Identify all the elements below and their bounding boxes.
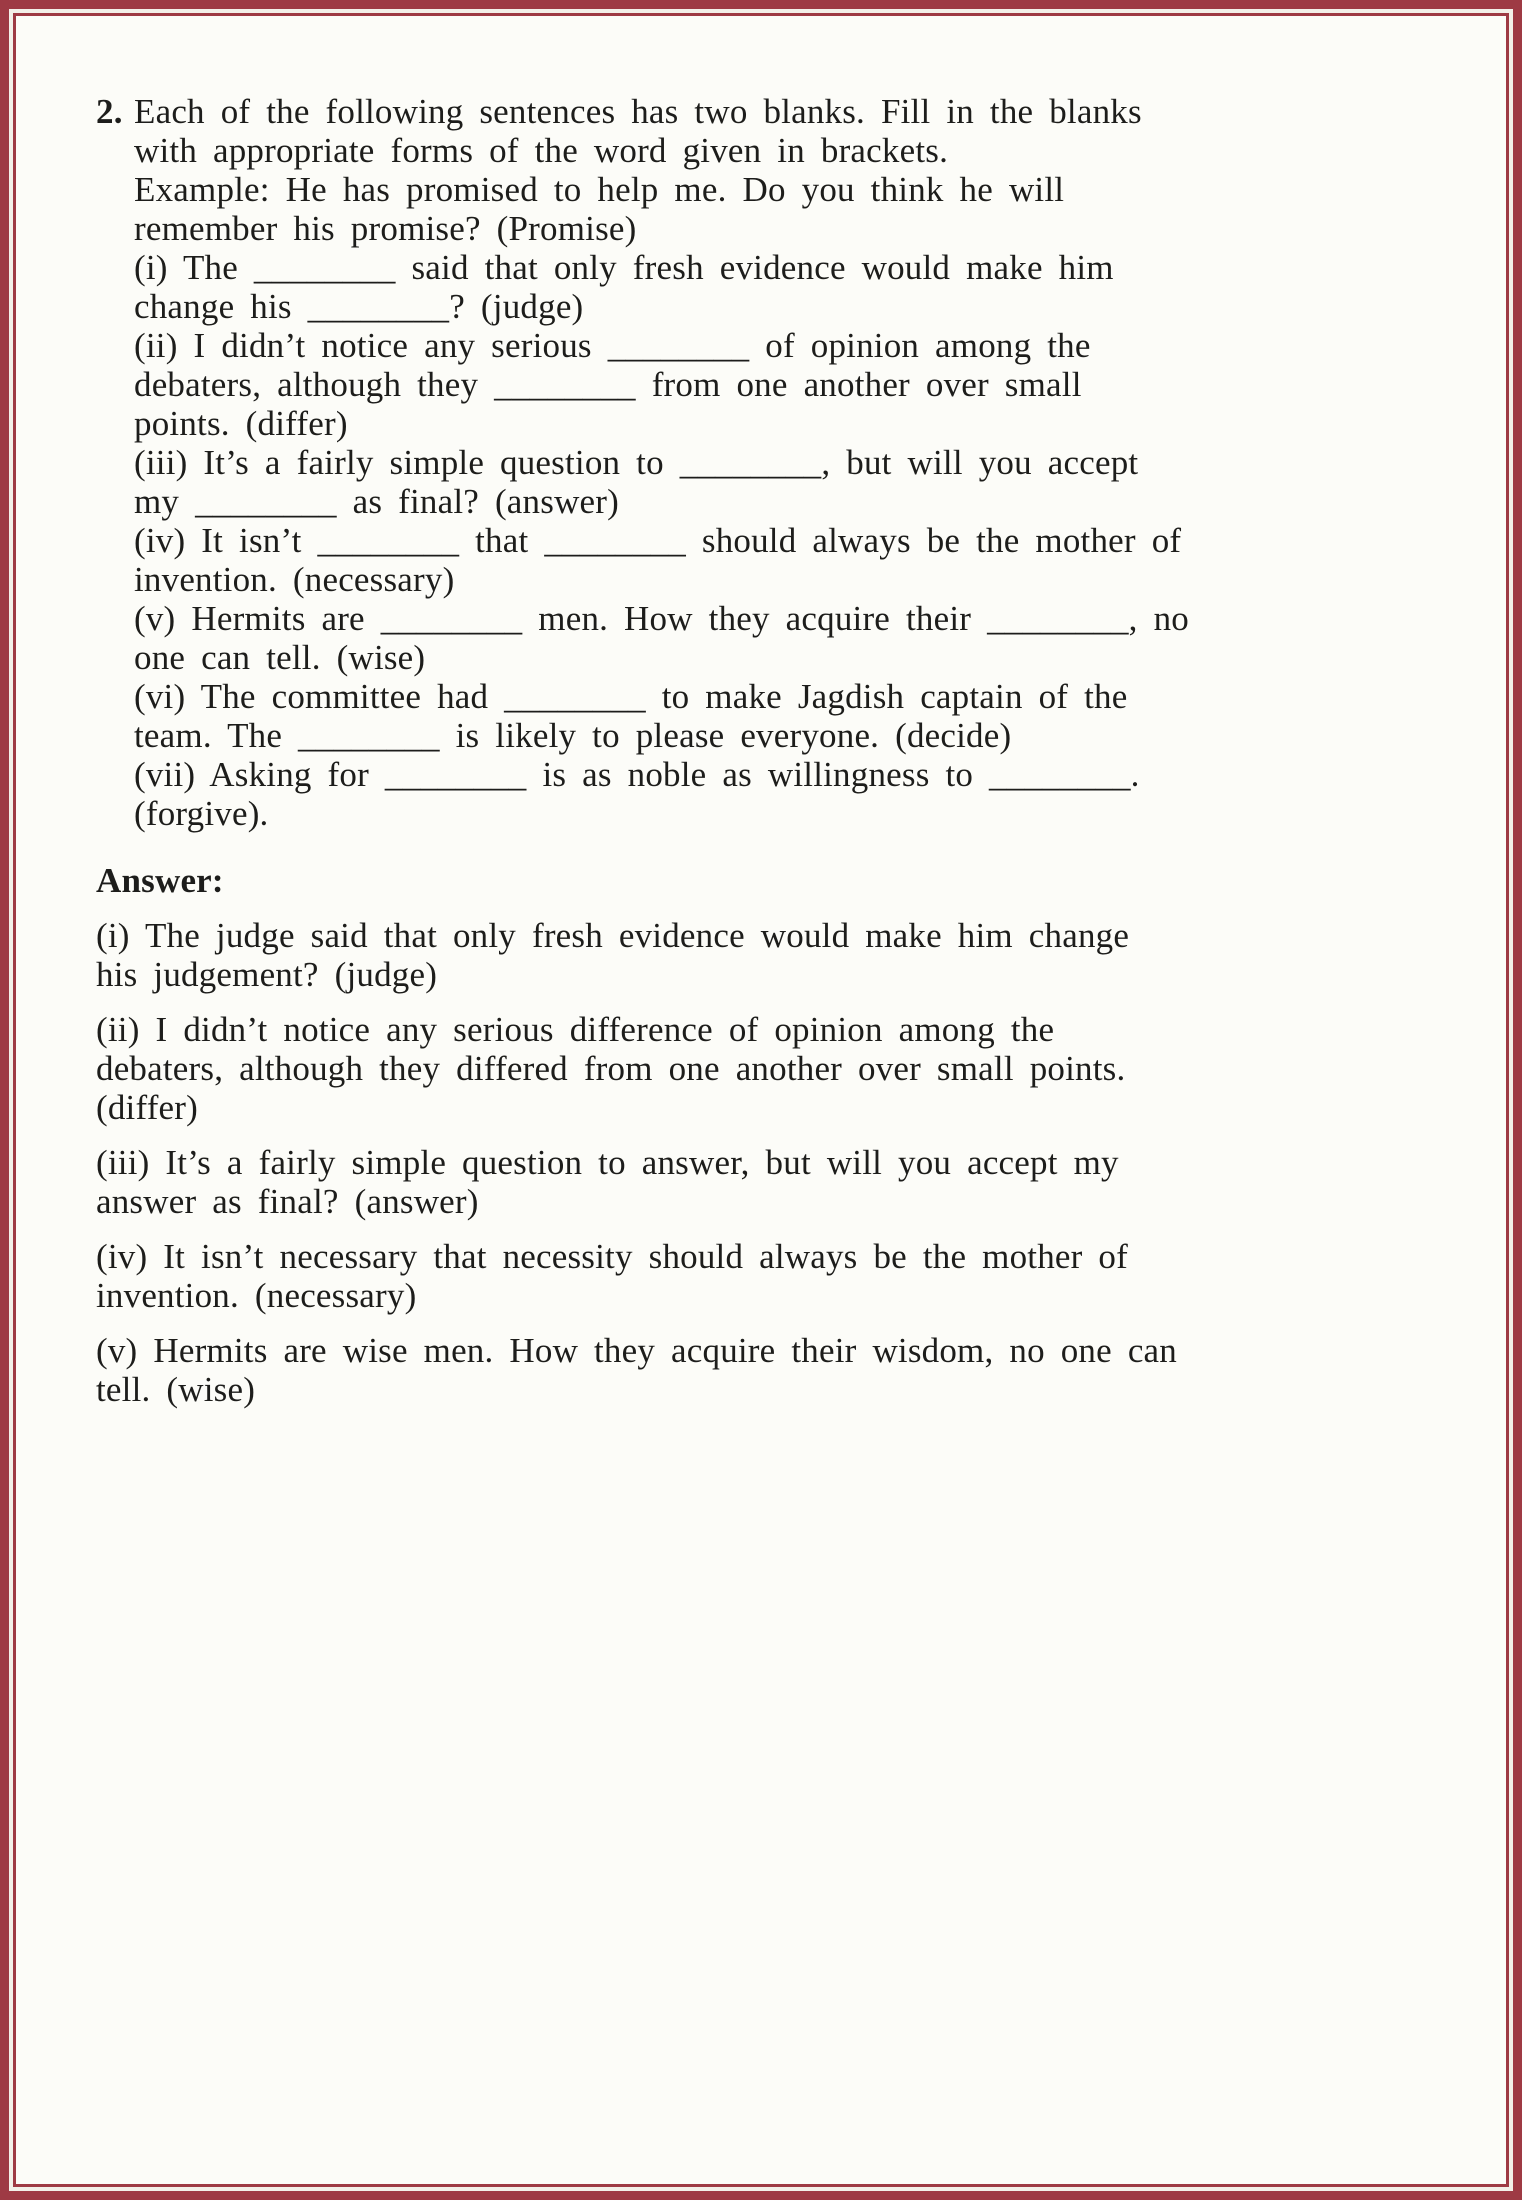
question-line: (forgive). [134,794,269,833]
answer-line: (iv) It isn’t necessary that necessity should always be the mother of [96,1237,1128,1276]
question-line: Each of the following sentences has two blanks. Fill in the blanks [134,92,1142,131]
question-line: my ________ as final? (answer) [134,482,619,521]
question-line: (vii) Asking for ________ is as noble as willingness to ________. [134,755,1140,794]
answer-line: (iii) It’s a fairly simple question to answer, but will you accept my [96,1143,1119,1182]
answer-line: (i) The judge said that only fresh evidence would make him change [96,916,1130,955]
question-line: change his ________? (judge) [134,287,584,326]
question-line: points. (differ) [134,404,348,443]
question-line: (ii) I didn’t notice any serious ________ of opinion among the [134,326,1091,365]
question-line: remember his promise? (Promise) [134,209,637,248]
question-text [134,92,1410,833]
answer-heading: Answer: [96,861,224,900]
answer-line: (differ) [96,1088,199,1127]
answer-line: tell. (wise) [96,1370,256,1409]
question-line: debaters, although they ________ from one another over small [134,365,1082,404]
page-inner-border [13,13,1509,2187]
answer-paragraph-iv [96,1237,1410,1315]
answer-line: (v) Hermits are wise men. How they acquire their wisdom, no one can [96,1331,1177,1370]
answer-line: debaters, although they differed from one another over small points. [96,1049,1126,1088]
answer-line: his judgement? (judge) [96,955,438,994]
question-line: (iii) It’s a fairly simple question to ________, but will you accept [134,443,1139,482]
question-line: invention. (necessary) [134,560,455,599]
answer-line: answer as final? (answer) [96,1182,479,1221]
answer-line: invention. (necessary) [96,1276,417,1315]
question-line: team. The ________ is likely to please everyone. (decide) [134,716,1012,755]
question-block [96,92,1410,833]
answer-paragraph-i [96,916,1410,994]
question-line: (i) The ________ said that only fresh evidence would make him [134,248,1114,287]
answer-paragraph-ii [96,1010,1410,1127]
answer-paragraph-v [96,1331,1410,1409]
question-line: one can tell. (wise) [134,638,426,677]
question-number: 2. [96,92,123,131]
answer-line: (ii) I didn’t notice any serious difference of opinion among the [96,1010,1055,1049]
page-content [16,16,1506,1409]
question-line: (v) Hermits are ________ men. How they acquire their ________, no [134,599,1189,638]
question-line: (iv) It isn’t ________ that ________ should always be the mother of [134,521,1182,560]
question-line: (vi) The committee had ________ to make Jagdish captain of the [134,677,1128,716]
question-line: with appropriate forms of the word given in brackets. [134,131,949,170]
answer-paragraph-iii [96,1143,1410,1221]
question-line: Example: He has promised to help me. Do you think he will [134,170,1065,209]
